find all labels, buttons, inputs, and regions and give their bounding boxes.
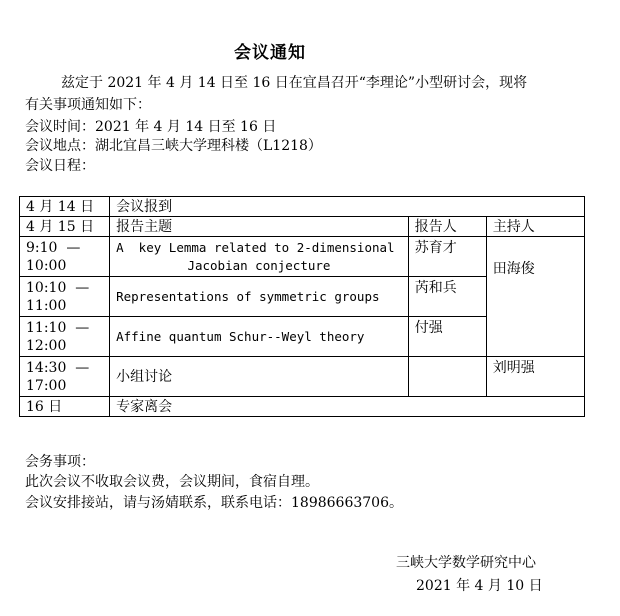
header-topic: 报告主题 [110,217,409,237]
talk-speaker [408,357,486,397]
talk-time-start: 9:10 — [26,239,81,256]
talk-topic: Representations of symmetric groups [110,277,409,317]
intro-line-1: 兹定于 2021 年 4 月 14 日至 16 日在宜昌召开“李理论”小型研讨会，现将 [61,75,528,91]
talk-time-start: 11:10 — [26,319,90,336]
day3-event: 专家离会 [110,397,585,417]
talk-time [20,357,110,397]
affairs-label: 会务事项： [25,454,95,470]
meeting-location: 会议地点：湖北宜昌三峡大学理科楼（L1218） [25,138,322,154]
talk-speaker: 芮和兵 [408,277,486,317]
talk-speaker: 苏育才 [408,237,486,277]
notice-date: 2021 年 4 月 10 日 [416,578,543,594]
header-host: 主持人 [486,217,584,237]
host-morning [486,237,584,357]
table-row [20,357,585,397]
schedule-row-day3 [20,397,585,417]
intro-line-2: 有关事项通知如下： [25,97,151,113]
notice-title-text: 会议通知 [234,43,306,63]
affairs-line-2: 会议安排接站，请与汤婧联系，联系电话：18986663706。 [25,495,403,511]
talk-speaker: 付强 [408,317,486,357]
affairs-line-1: 此次会议不收取会议费，会议期间，食宿自理。 [25,474,319,490]
talk-topic-line-1: A key Lemma related to 2-dimensional [116,239,395,255]
talk-time [20,317,110,357]
host-morning-name: 田海俊 [492,261,535,277]
talk-time-start: 14:30 — [26,359,90,376]
talk-topic: 小组讨论 [110,357,409,397]
day1-event: 会议报到 [110,197,585,217]
schedule-row-day1 [20,197,585,217]
talk-time-end: 10:00 [26,257,67,274]
day1-date: 4 月 14 日 [20,197,110,217]
day3-date: 16 日 [20,397,110,417]
talk-time-start: 10:10 — [26,279,90,296]
talk-topic-line-2: Jacobian conjecture [187,257,331,273]
notice-title [0,38,620,63]
talk-time [20,237,110,277]
talk-time [20,277,110,317]
talk-time-end: 12:00 [26,337,67,354]
schedule-row-day2-header [20,217,585,237]
day2-date: 4 月 15 日 [20,217,110,237]
talk-time-end: 11:00 [26,297,67,314]
table-row [20,237,585,277]
organizer-signature: 三峡大学数学研究中心 [396,555,536,571]
talk-topic: Affine quantum Schur--Weyl theory [110,317,409,357]
talk-topic [110,237,409,277]
meeting-time: 会议时间：2021 年 4 月 14 日至 16 日 [25,119,277,135]
talk-time-end: 17:00 [26,377,67,394]
host-afternoon: 刘明强 [486,357,584,397]
schedule-label: 会议日程： [25,158,95,174]
header-speaker: 报告人 [408,217,486,237]
schedule-table [19,196,585,417]
